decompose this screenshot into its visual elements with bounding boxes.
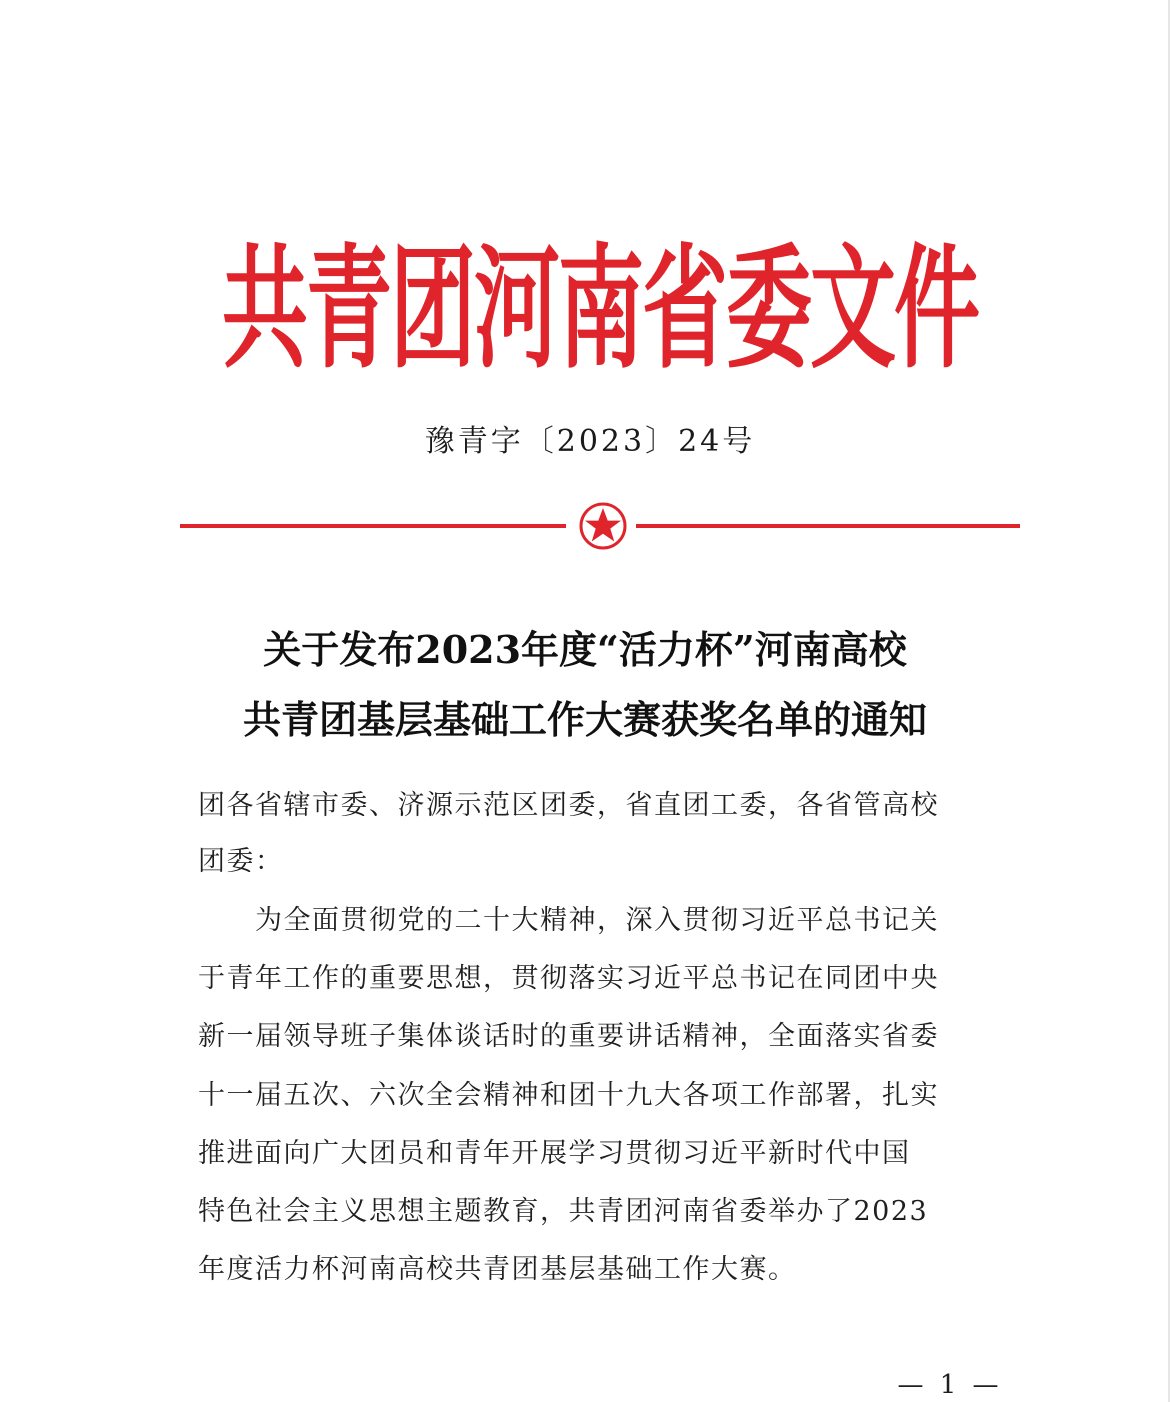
body-line: 新一届领导班子集体谈话时的重要讲话精神，全面落实省委	[198, 1021, 939, 1052]
body-line: 年度活力杯河南高校共青团基层基础工作大赛。	[198, 1254, 797, 1285]
body-line: 为全面贯彻党的二十大精神，深入贯彻习近平总书记关	[198, 905, 939, 936]
body-line: 团各省辖市委、济源示范区团委，省直团工委，各省管高校	[198, 790, 939, 821]
red-divider-right	[636, 524, 1020, 528]
document-title-line-1: 关于发布2023年度“活力杯”河南高校	[263, 627, 907, 672]
body-line: 十一届五次、六次全会精神和团十九大各项工作部署，扎实	[198, 1080, 939, 1111]
body-line: 于青年工作的重要思想，贯彻落实习近平总书记在同团中央	[198, 963, 939, 994]
body-line: 团委：	[198, 846, 284, 877]
page-number: — 1 —	[897, 1370, 1003, 1400]
body-line: 推进面向广大团员和青年开展学习贯彻习近平新时代中国	[198, 1138, 911, 1169]
document-masthead: 共青团河南省委文件	[222, 232, 978, 388]
document-number: 豫青字〔2023〕24号	[424, 424, 756, 459]
star-emblem-icon	[577, 500, 629, 552]
document-title-line-2: 共青团基层基础工作大赛获奖名单的通知	[242, 697, 927, 742]
red-divider-left	[180, 524, 566, 528]
body-line: 特色社会主义思想主题教育，共青团河南省委举办了2023	[198, 1196, 929, 1227]
